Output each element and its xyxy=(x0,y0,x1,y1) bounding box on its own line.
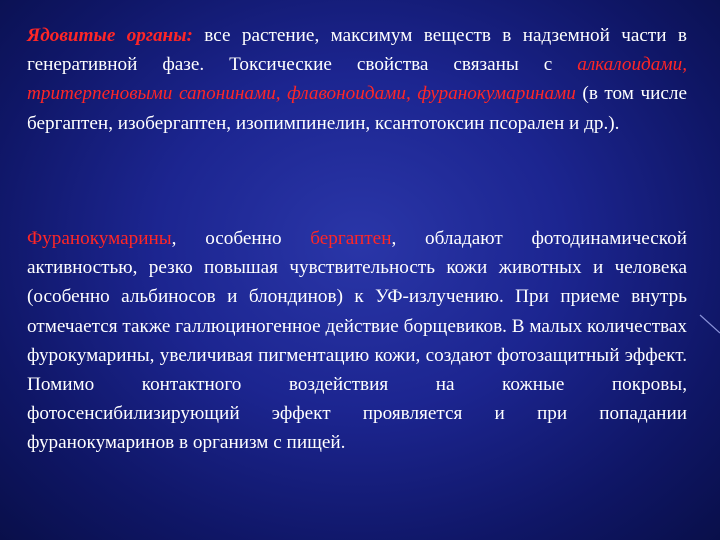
heading-poisonous-organs: Ядовитые органы: xyxy=(27,25,193,46)
paragraph2-text-b: , обладают фотодинамической активностью, резко повышая чувствительность кожи животных и человека (особенно альбиносов и блондинов) к УФ-излучению. При приеме внутрь отмечается также галлюциногенное действие борщевиков. В малых количествах фурокумарины, увеличивая пигментацию кожи, создают фотозащитный эффект. Помимо контактного воздействия на кожные покровы, фотосенсибилизирующий эффект проявляется и при попадании фуранокумаринов в организм с пищей. xyxy=(27,228,687,454)
paragraph1-text-a: все растение, максимум веществ в надземной части в генеративной фазе. Токсические свойства связаны с xyxy=(27,25,687,76)
paragraph-poisonous-organs xyxy=(27,21,687,138)
paragraph1-text-b: (в том числе бергаптен, изобергаптен, изопимпинелин, ксантотоксин псорален и др.). xyxy=(27,83,688,134)
term-furanocoumarins: Фуранокумарины xyxy=(27,228,172,249)
paragraph1-compounds-list: алкалоидами, тритерпеновыми сапонинами, флавоноидами, фуранокумаринами xyxy=(27,54,687,105)
term-bergapten: бергаптен xyxy=(310,228,392,249)
paragraph2-text-a: , особенно xyxy=(171,228,311,249)
paragraph-furanocoumarins xyxy=(27,224,687,458)
